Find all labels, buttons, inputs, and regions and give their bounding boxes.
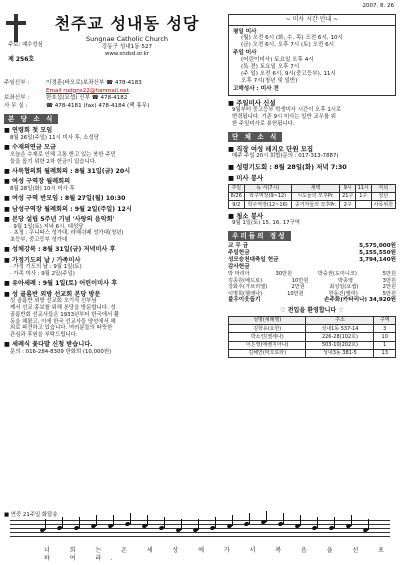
church-website[interactable]: www.sndsd.or.kr — [104, 51, 150, 58]
table-header-cell: 저녁 — [371, 184, 395, 192]
contact-row — [4, 103, 222, 111]
news-heading: ■ 여성 구역장 월례회의 — [4, 178, 71, 186]
news-body: 께서 선교 홍보를 위해 본당을 방문합니다. 성 — [10, 305, 116, 312]
news-body: · 9월 1일(토) 저녁 6시, 대성당 — [10, 223, 84, 230]
contact-block — [4, 80, 222, 110]
table-cell: 8/26 — [229, 192, 245, 200]
gift-cell: 10만원 — [291, 277, 309, 284]
news-body: 9월부터 중고등부 학생미사 시간이 오후 1시로 — [232, 107, 342, 114]
note-stem — [215, 517, 216, 528]
music-staff — [10, 520, 390, 540]
news-body: · 초청 : 우니따스 성가대, 라헤쉬떼 성가대(청년) — [10, 230, 124, 237]
finance-row — [228, 257, 396, 264]
gift-cell: 5만원 — [382, 271, 396, 278]
contact-value: 이경훈(바오로)보좌신부 ☎ 478-4183 — [46, 80, 142, 86]
mass-time-line: (금) 오전 6시, 오후 7시 (토) 오전 6시 — [241, 42, 335, 49]
mass-group-title: 고해성사 : 미사 전 — [233, 86, 279, 93]
finance-value: 5,575,000원 — [359, 243, 396, 250]
table-cell: 청년 — [371, 192, 395, 200]
staff-line — [10, 532, 390, 533]
table-cell: 성내3동 381-5 — [306, 349, 374, 357]
gift-cell: 10만원 — [287, 290, 304, 297]
note-stem — [79, 517, 80, 528]
table-cell: 10 — [374, 333, 396, 341]
news-body: 관심과 후원을 부탁드립니다. — [10, 332, 78, 339]
note-stem — [130, 513, 131, 524]
mass-time-line: (어린이미사) 토요일 오후 4시 — [241, 57, 314, 64]
table-cell: 1구 — [356, 192, 372, 200]
right-news-list — [228, 99, 396, 127]
group-news-list — [228, 145, 396, 182]
gift-cell: 박종영 — [338, 277, 354, 284]
masthead-text — [32, 12, 222, 58]
charity-row — [228, 297, 396, 304]
news-body: 문의 : 016-284-8309 한화희 (10,000원) — [10, 349, 112, 356]
table-row — [229, 201, 396, 209]
table-cell: 성내1동 537-14 — [306, 325, 374, 333]
table-header-cell: 새벽 — [291, 184, 340, 192]
finance-label: 성모승천대축일 헌금 — [228, 257, 279, 264]
note-stem — [283, 513, 284, 524]
cleaning-heading: ■ 청소 봉사 — [228, 212, 264, 221]
note-stem — [351, 515, 352, 526]
cross-logo-icon — [4, 14, 28, 44]
note-stem — [164, 517, 165, 528]
staff-line — [10, 536, 390, 537]
gift-cell: 이명희(헬레나) — [228, 290, 263, 297]
news-heading: ■ 주일미사 신설 — [228, 99, 276, 108]
news-body: · 가족 미사 : 9월 2일(주일) — [10, 271, 75, 278]
charity-value: 손주화(카타리나) 34,920원 — [324, 297, 396, 304]
table-header-cell: 주소 — [306, 316, 374, 324]
note-stem — [266, 511, 267, 522]
issue-date: 2007. 8. 26 — [362, 3, 394, 9]
table-cell: 226-28(102호) — [306, 333, 374, 341]
table-cell: 김학유(요한) — [229, 325, 306, 333]
note-stem — [317, 517, 318, 528]
mass-group-title: 주일 미사 — [233, 50, 257, 57]
masthead — [4, 12, 222, 88]
mass-time-line: (특 전) 토요일 오후 7시 — [241, 64, 300, 71]
news-body: 성 골롬반 외방 선교회 오기석 신부님 — [10, 298, 97, 305]
note-stem — [368, 519, 369, 530]
news-body: 8월 26일(주일) 11시 미사 후, 소성당 — [10, 135, 99, 142]
news-body: · 가정 기도의 날 : 9월 1일(토) — [10, 264, 82, 271]
gift-cell: 한동진(엘미) — [328, 290, 358, 297]
gift-cell: 강화주(가브리엘) — [228, 284, 268, 291]
contact-row — [4, 80, 222, 88]
charity-label: 불우이웃돕기 — [228, 297, 261, 304]
contact-row — [4, 95, 222, 103]
parish-news-list — [4, 127, 222, 356]
mass-time-line: 오후 7시(청년 및 일반) — [241, 78, 298, 85]
left-column — [4, 12, 222, 356]
table-cell: 시도들의 모후Pr. — [291, 192, 340, 200]
contact-value: 한호섭(요셉) 신부 ☎ 478-4182 — [46, 95, 128, 102]
news-body: 변경됩니다. 기존 9시 미사는 일반 교우를 위 — [232, 114, 336, 121]
note-stem — [113, 515, 114, 526]
table-cell: 김해연(바오로라) — [229, 349, 306, 357]
mass-time-line: (월) 오전 6시 (화, 수, 목) 오전 6시, 10시 — [241, 35, 343, 42]
news-heading: ■ 성령기도회 : 8월 28일(화) 저녁 7:30 — [228, 162, 347, 171]
finance-title: 우리들의 정성 — [228, 231, 291, 241]
note-stem — [249, 513, 250, 524]
mass-times-list — [228, 26, 396, 97]
note-stem — [300, 515, 301, 526]
news-heading: ■ 본당 설립 5주년 기념 '사랑의 음악회' — [4, 215, 115, 223]
table-header-row — [229, 316, 396, 324]
mass-service-table — [228, 184, 396, 210]
table-cell: 1 — [374, 341, 396, 349]
finance-value: 3,794,140원 — [359, 257, 396, 264]
table-cell: 21구 — [340, 192, 356, 200]
welcome-table — [228, 316, 396, 358]
contact-label: 사 무 실 : — [4, 102, 28, 109]
gift-cell: 3만원 — [382, 277, 396, 284]
table-cell: 3 — [374, 325, 396, 333]
contact-value: ☎ 478-4181 (fax) 478-4184 (팩 휴무) — [46, 102, 150, 109]
table-header-cell: 구역 — [374, 316, 396, 324]
table-cell: 13 — [374, 349, 396, 357]
responsorial-psalm — [4, 512, 396, 562]
contact-row — [4, 88, 222, 96]
news-heading: ■ 세례식 꽃다발 신청 받습니다. — [4, 341, 93, 349]
mass-group-title: 평일 미사 — [233, 28, 257, 35]
news-heading: ■ 미사 봉사 — [228, 173, 264, 182]
contact-label: 주임신부 : — [4, 80, 30, 86]
table-cell: 503-10(202호) — [306, 341, 374, 349]
note-stem — [45, 519, 46, 530]
gift-cell: 최성일(요셉) — [329, 284, 359, 291]
mass-times-title: ~ 미사 시간 안내 ~ — [228, 14, 396, 26]
email-link[interactable]: Email rudgns22@hanmail.net — [46, 87, 129, 94]
table-cell: 박소린(젤세나) — [229, 333, 306, 341]
bulletin-patron: 주보: 예수성심 — [8, 42, 43, 48]
news-heading: ■ 남성구역장 월례회의 : 9월 2일(주일) 12시 — [4, 205, 132, 213]
news-body: 초등부, 중고등부 성가대 — [10, 237, 68, 244]
news-heading: ■ 성 골롬반 외방 선교회 본당 방문 — [4, 290, 101, 298]
table-cell — [356, 201, 372, 209]
mass-time-line: (주 일) 오전 6시, 9시(중고등부), 11시 — [241, 71, 336, 78]
gift-cell: 박중권(도미니코) — [317, 271, 357, 278]
table-header-cell: 성명(세례명) — [229, 316, 306, 324]
news-body: 골롬반회 선교사들은 1933년부터 한국에서 활 — [10, 311, 120, 318]
table-cell: 사목위원 — [371, 201, 395, 209]
section-parish-news: 본 당 소 식 — [4, 114, 58, 124]
cleaning-body: 9월 1일(토) 15, 16, 17구역 — [232, 220, 300, 227]
finance-block — [228, 243, 396, 304]
news-body: 매주 주일 20시 회합(문의 : 017-313-7887) — [232, 152, 339, 159]
table-header-cell: 주일 — [229, 184, 245, 192]
table-cell: 중거자들의 모후Pr. — [291, 201, 340, 209]
table-header-row — [229, 184, 396, 192]
news-body: 8월 28일(화) 10시 미사 후 — [10, 186, 75, 193]
note-stem — [62, 517, 63, 528]
table-row — [229, 349, 396, 357]
news-body: 들을 돕기 위한 2차 헌금이 있습니다. — [10, 158, 97, 165]
finance-value: 5,155,550원 — [359, 250, 396, 257]
table-row — [229, 192, 396, 200]
news-heading: ■ 유아세례 : 9월 1일(토) 어린이미사 후 — [4, 280, 118, 288]
news-heading: ■ 수재의연금 모금 — [4, 144, 56, 152]
table-header-cell: 독 서(7시) — [244, 184, 291, 192]
table-cell: 학구역장(12~16) — [244, 201, 291, 209]
note-stem — [198, 519, 199, 530]
news-heading: ■ 사목협의회 월례회의 : 8월 31일(금) 20시 — [4, 168, 131, 176]
note-stem — [181, 519, 182, 530]
gift-cell: 2만원 — [382, 284, 396, 291]
gift-cell: 5만원 — [382, 290, 396, 297]
news-heading: ■ 성체강복 : 8월 31일(금) 저녁미사 후 — [4, 246, 116, 254]
welcome-title: ♡ 전입을 환영합니다 ♡ — [280, 307, 344, 315]
table-header-cell: 9시 — [340, 184, 356, 192]
church-subtitle: Sungnae Catholic Church — [85, 35, 169, 43]
section-group-news: 단 체 소 식 — [228, 132, 282, 142]
church-address: 강동구 성내1동 527 — [101, 44, 153, 51]
table-header-cell: 11시 — [356, 184, 372, 192]
news-body: 동을 해왔고, 이에 한국 선교사들 양성에서 헤 — [10, 318, 116, 325]
table-cell: 이은영(에벤지아나) — [229, 341, 306, 349]
news-heading: ■ 가정기도의 날 / 가족미사 — [4, 256, 81, 264]
news-heading: ■ 직장 여성 레지오 단원 모집 — [228, 144, 314, 153]
news-body: 오늘은 수재로 인해 고통 받고 있는 북한 주민 — [10, 152, 116, 159]
gift-cell: 30만원 — [275, 271, 293, 278]
news-body: 한 주일미사로 봉헌됩니다. — [232, 120, 295, 127]
table-cell: 9/2 — [229, 201, 245, 209]
psalm-lyrics: 너 희 는 온 세 상 에 가 서 복 음 을 선 포 하 여 라. — [44, 547, 393, 562]
table-row — [229, 341, 396, 349]
church-title: 천주교 성내동 성당 — [54, 14, 200, 33]
gift-cell: 김종원(베드로) — [228, 277, 263, 284]
table-cell: 2구 — [340, 201, 356, 209]
note-stem — [232, 515, 233, 526]
psalm-label: ■ 연중 21주일 화답송 — [4, 512, 58, 518]
gift-cell: 2만원 — [291, 284, 305, 291]
finance-label: 교 무 금 — [228, 243, 249, 250]
news-body: 외로 파견하고 있습니다. 여러분들의 따뜻한 — [10, 325, 113, 332]
note-stem — [96, 515, 97, 526]
table-cell: 학구역장(9~12) — [244, 192, 291, 200]
news-heading: ■ 연령회 첫 모임 — [4, 127, 53, 135]
issue-number: 제 256호 — [8, 56, 35, 63]
finance-label: 주일헌금 — [228, 250, 250, 257]
right-column — [228, 12, 396, 358]
table-row — [229, 333, 396, 341]
note-stem — [334, 517, 335, 528]
contact-label: 보좌신부 : — [4, 95, 30, 102]
table-row — [229, 325, 396, 333]
news-heading: ■ 여성 구역 반모임 : 8월 27일(월) 10:30 — [4, 195, 126, 203]
gift-cell: 박 마리아 — [228, 271, 250, 278]
note-stem — [147, 515, 148, 526]
gift-title: 감사헌금 — [228, 264, 250, 271]
